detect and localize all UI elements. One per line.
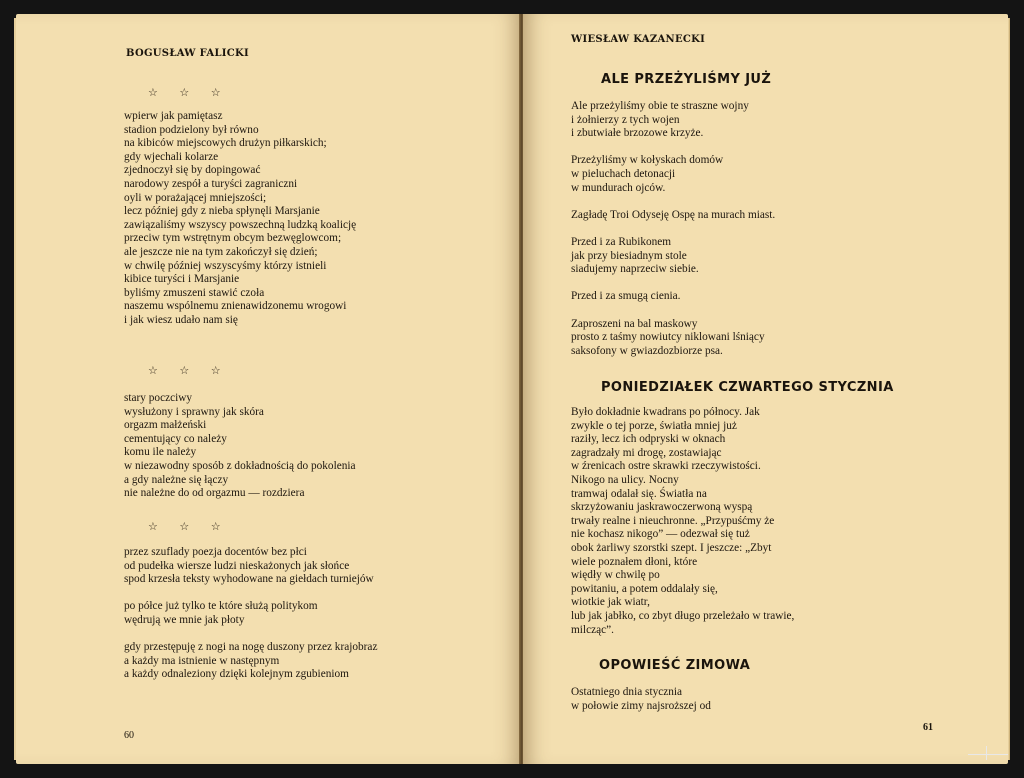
poem-line: zjednoczył się by dopingować	[124, 164, 261, 177]
poem-title-1: ALE PRZEŻYLIŚMY JUŻ	[601, 72, 772, 87]
poem-line: lub jak jabłko, co zbyt długo przeleżało w trawie,	[571, 609, 795, 622]
scan-mark-vertical	[986, 746, 987, 760]
poem-line: siadujemy naprzeciw siebie.	[571, 263, 699, 276]
poem-line: na kibiców miejscowych drużyn piłkarskich;	[124, 137, 327, 150]
poem-line: w źrenicach ostre skrawki rzeczywistości.	[571, 460, 761, 473]
poem-line: powitaniu, a potem oddalały się,	[571, 582, 718, 595]
stanza-gap	[124, 587, 377, 601]
poem-line: wędrują we mnie jak płoty	[124, 613, 245, 626]
poem-line: wiotkie jak wiatr,	[571, 596, 650, 609]
poem-line: wpierw jak pamiętasz	[124, 110, 223, 122]
poem-line: od pudełka wiersze ludzi nieskażonych jak słońce	[124, 559, 350, 572]
right-page-number: 61	[923, 722, 933, 733]
poem-line: zawiązaliśmy wszyscy powszechną ludzką koalicję	[124, 218, 357, 231]
poem-line: w pieluchach detonacji	[571, 167, 676, 180]
poem-line: Nikogo na ulicy. Nocny	[571, 473, 679, 486]
poem-line: a gdy należne się łączy	[124, 473, 229, 486]
poem-line: stary poczciwy	[124, 392, 193, 404]
poem-line: obok żarliwy szorstki szept. I jeszcze: „Zbyt	[571, 541, 772, 554]
poem-line: lecz później gdy z nieba spłynęli Marsjanie	[124, 205, 320, 218]
poem-line: tramwaj odalał się. Światła na	[571, 487, 707, 500]
poem-line: Przed i za smugą cienia.	[571, 290, 681, 303]
right-poem-3	[571, 686, 711, 713]
poem-line: kibice turyści i Marsjanie	[124, 273, 240, 286]
poem-line: byliśmy zmuszeni stawić czoła	[124, 286, 265, 299]
left-poem-3	[124, 546, 377, 682]
poem-line: stadion podzielony był równo	[124, 123, 259, 136]
poem-line: spod krzesła teksty wyhodowane na giełdach turniejów	[124, 573, 374, 586]
poem-line: narodowy zespół a turyści zagraniczni	[124, 177, 298, 190]
right-poem-1	[571, 100, 775, 358]
poem-line: wysłużony i sprawny jak skóra	[124, 405, 264, 418]
poem-line: zwykle o tej porze, światła mniej już	[571, 419, 737, 432]
left-author-header: BOGUSŁAW FALICKI	[126, 48, 250, 59]
poem-line: a każdy odnaleziony dzięki kolejnym zgubieniom	[124, 668, 349, 681]
poem-line: w mundurach ojców.	[571, 181, 666, 194]
poem-line: raziły, lecz ich odpryski w oknach	[571, 433, 726, 446]
right-author-header: WIESŁAW KAZANECKI	[571, 34, 706, 45]
poem-line: Było dokładnie kwadrans po północy. Jak	[571, 406, 760, 418]
poem-title-3: OPOWIEŚĆ ZIMOWA	[599, 658, 751, 673]
poem-line: oyli w porażającej mniejszości;	[124, 191, 267, 204]
poem-line: i żołnierzy z tych wojen	[571, 113, 680, 126]
poem-line: więdły w chwilę po	[571, 569, 660, 582]
poem-line: Ale przeżyliśmy obie te straszne wojny	[571, 100, 749, 112]
poem-line: i jak wiesz udało nam się	[124, 313, 238, 326]
stanza-gap	[571, 222, 775, 236]
poem-line: Przeżyliśmy w kołyskach domów	[571, 154, 724, 167]
poem-line: i zbutwiałe brzozowe krzyże.	[571, 127, 704, 140]
poem-line: po półce już tylko te które służą politykom	[124, 600, 318, 613]
stanza-gap	[571, 304, 775, 318]
poem-line: a każdy ma istnienie w następnym	[124, 654, 280, 667]
section-marker-1: ☆ ☆ ☆	[148, 86, 230, 99]
poem-line: przeciw tym wstrętnym obcym bezwęglowcom;	[124, 232, 342, 245]
poem-line: ale jeszcze nie na tym zakończył się dzień;	[124, 245, 318, 258]
right-poem-2	[571, 406, 794, 637]
poem-line: komu ile należy	[124, 446, 197, 459]
poem-line: przez szuflady poezja docentów bez płci	[124, 546, 307, 558]
poem-line: Przed i za Rubikonem	[571, 235, 672, 248]
section-marker-3: ☆ ☆ ☆	[148, 520, 230, 533]
poem-line: jak przy biesiadnym stole	[571, 249, 687, 262]
poem-line: naszemu wspólnemu znienawidzonemu wrogowi	[124, 300, 347, 313]
poem-line: nie należne do od orgazmu — rozdziera	[124, 487, 305, 500]
poem-line: gdy wjechali kolarze	[124, 150, 219, 163]
poem-line: milcząc”.	[571, 623, 614, 636]
poem-line: saksofony w gwiazdozbiorze psa.	[571, 344, 723, 357]
poem-line: gdy przestępuję z nogi na nogę duszony przez krajobraz	[124, 641, 378, 654]
poem-line: Zaproszeni na bal maskowy	[571, 317, 698, 330]
poem-line: w połowie zimy najsroższej od	[571, 699, 711, 712]
poem-line: Zagładę Troi Odyseję Ospę na murach miast.	[571, 208, 776, 221]
left-poem-1	[124, 110, 356, 328]
stanza-gap	[571, 195, 775, 209]
poem-line: cementujący co należy	[124, 432, 227, 445]
scan-mark	[968, 754, 1008, 755]
poem-title-2: PONIEDZIAŁEK CZWARTEGO STYCZNIA	[601, 380, 894, 395]
stanza-gap	[571, 141, 775, 155]
poem-line: prosto z taśmy nowiutcy niklowani lśniący	[571, 331, 765, 344]
left-page-number: 60	[124, 730, 134, 741]
right-page	[523, 14, 1008, 764]
stanza-gap	[571, 277, 775, 291]
poem-line: trwały realne i nieuchronne. „Przypuśćmy że	[571, 514, 775, 527]
poem-line: w niezawodny sposób z dokładnością do pokolenia	[124, 459, 356, 472]
poem-line: skrzyżowaniu jaskrawoczerwoną wyspą	[571, 501, 753, 514]
poem-line: orgazm małżeński	[124, 419, 207, 432]
left-page	[16, 14, 521, 764]
stanza-gap	[124, 628, 377, 642]
poem-line: wiele poznałem dłoni, które	[571, 555, 698, 568]
poem-line: nie kochasz nikogo” — odezwał się tuż	[571, 528, 750, 541]
poem-line: Ostatniego dnia stycznia	[571, 686, 683, 698]
poem-line: w chwilę później wszyscyśmy którzy istnieli	[124, 259, 327, 272]
section-marker-2: ☆ ☆ ☆	[148, 364, 230, 377]
poem-line: zagradzały mi drogę, zostawiając	[571, 446, 722, 459]
left-poem-2	[124, 392, 356, 501]
